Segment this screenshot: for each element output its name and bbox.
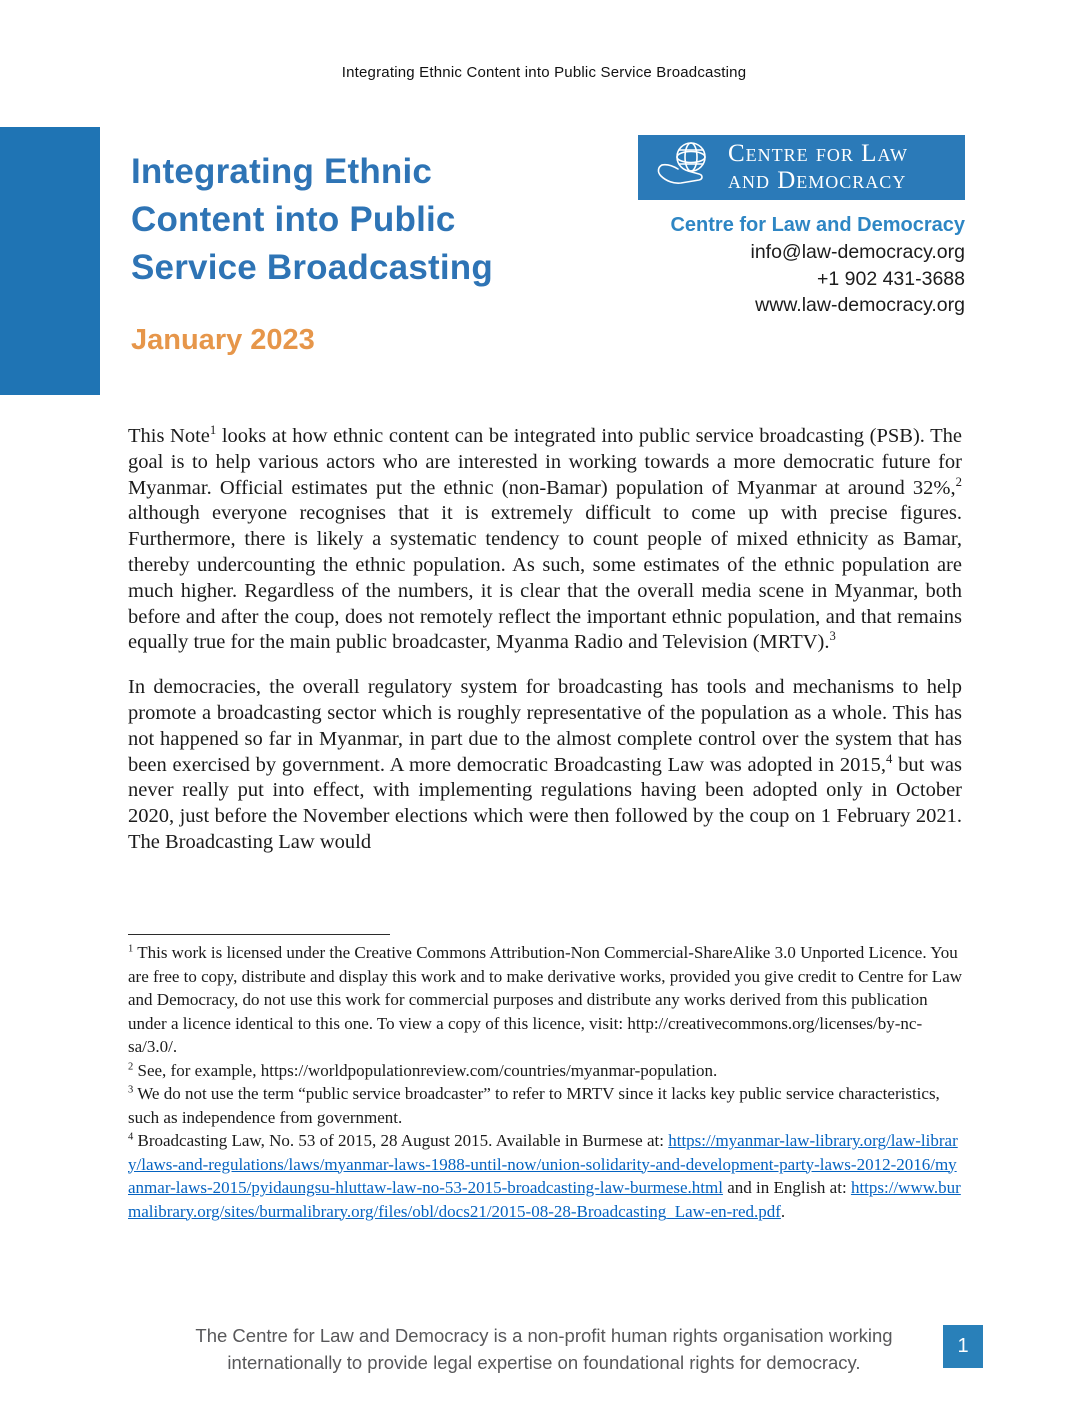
footer-line-2: internationally to provide legal expertise on foundational rights for democracy. — [227, 1352, 861, 1373]
text-run: and in English at: — [722, 1178, 851, 1197]
contact-info — [638, 239, 965, 319]
text-run: but was never really put into effect, with implementing regulations having been adopted only in October 2020, just before the November elections which were then followed by the coup on 1 February 2021. The Broadcasting Law would — [128, 753, 963, 853]
footnote-link[interactable]: https://myanmar-law-library.org/law-library/laws-and-regulations/laws/myanmar-laws-1988-until-now/union-solidarity-and-development-party-laws-2012-2016/myanmar-laws-2015/pyidaungsu-hluttaw-law-no-53-2015-broadcasting-law-burmese.html — [128, 1131, 958, 1197]
footnote-link[interactable]: https://www.burmalibrary.org/sites/burmalibrary.org/files/obl/docs21/2015-08-28-Broadcasting_Law-en-red.pdf — [128, 1178, 961, 1221]
title-accent-bar — [0, 127, 100, 395]
footnote-4 — [128, 1129, 964, 1223]
paragraph-2 — [128, 675, 962, 856]
footnote-ref: 3 — [128, 1084, 134, 1096]
organisation-logo — [638, 135, 965, 200]
hand-globe-icon — [654, 138, 718, 197]
title-line-1: Integrating Ethnic — [131, 152, 433, 191]
footnote-2 — [128, 1059, 964, 1083]
footnote-ref: 3 — [829, 629, 836, 644]
footnote-ref: 4 — [886, 751, 893, 766]
logo-line-2: and Democracy — [728, 166, 907, 194]
footer-line-1: The Centre for Law and Democracy is a non-profit human rights organisation working — [195, 1325, 893, 1346]
paragraph-1 — [128, 424, 962, 656]
text-run: . — [780, 1201, 786, 1221]
contact-phone: +1 902 431-3688 — [816, 267, 965, 290]
title-line-3: Service Broadcasting — [131, 248, 493, 287]
title-block — [131, 148, 631, 357]
footnote-3 — [128, 1082, 964, 1129]
footnote-ref: 4 — [128, 1131, 134, 1143]
contact-website: www.law-democracy.org — [755, 294, 965, 316]
text-run: This Note — [128, 425, 210, 447]
organisation-block — [638, 135, 965, 319]
text-run: See, for example, https://worldpopulationreview.com/countries/myanmar-population. — [133, 1060, 718, 1080]
footnote-ref: 2 — [955, 474, 962, 489]
logo-wordmark — [728, 141, 908, 194]
text-run: In democracies, the overall regulatory system for broadcasting has tools and mechanisms to help promote a broadcasting sector which is roughly representative of the population as a whole. This has not happened so far in Myanmar, in part due to the almost complete control over the system that has been exercised by government. A more democratic Broadcasting Law was adopted in 2015, — [128, 676, 962, 776]
title-line-2: Content into Public — [131, 200, 456, 239]
footnote-ref: 2 — [128, 1060, 134, 1072]
organisation-name: Centre for Law and Democracy — [670, 214, 965, 236]
footnote-separator — [128, 934, 390, 935]
footer-note — [0, 1322, 1088, 1376]
running-header: Integrating Ethnic Content into Public Service Broadcasting — [341, 64, 747, 81]
logo-line-1: Centre for Law — [728, 140, 908, 168]
text-run: although everyone recognises that it is extremely difficult to come up with precise figures. Furthermore, there is likely a systematic tendency to count people of mixed ethnicity as Bamar, thereby undercounting the ethnic population. As such, some estimates of the ethnic population are much higher. Regardless of the numbers, it is clear that the overall media scene in Myanmar, both before and after the coup, does not remotely reflect the important ethnic population, and that remains equally true for the main public broadcaster, Myanma Radio and Television (MRTV). — [128, 502, 962, 654]
text-run: Broadcasting Law, No. 53 of 2015, 28 August 2015. Available in Burmese at: — [133, 1131, 669, 1150]
page-number-badge: 1 — [943, 1325, 983, 1368]
footnote-1 — [128, 941, 964, 1059]
footnotes-section — [128, 941, 964, 1223]
footnote-ref: 1 — [128, 943, 134, 955]
text-run: This work is licensed under the Creative Commons Attribution-Non Commercial-ShareAlike 3.0 Unported Licence. You are free to copy, distribute and display this work and to make derivative works, provided you give credit to Centre for Law and Democracy, do not use this work for commercial purposes and distribute any works derived from this publication under a licence identical to this one. To view a copy of this licence, visit: http://creativecommons.org/licenses/by-nc-sa/3.0/. — [128, 943, 963, 1056]
contact-email: info@law-democracy.org — [750, 241, 965, 263]
document-title — [131, 148, 631, 292]
body-text — [128, 424, 962, 856]
footnote-ref: 1 — [209, 423, 217, 438]
publication-date: January 2023 — [131, 324, 315, 356]
text-run: We do not use the term “public service broadcaster” to refer to MRTV since it lacks key public service characteristics, such as independence from government. — [128, 1084, 940, 1127]
text-run: looks at how ethnic content can be integrated into public service broadcasting (PSB). The goal is to help various actors who are interested in working towards a more democratic future for Myanmar. Official estimates put the ethnic (non-Bamar) population of Myanmar at around 32%, — [128, 425, 963, 499]
